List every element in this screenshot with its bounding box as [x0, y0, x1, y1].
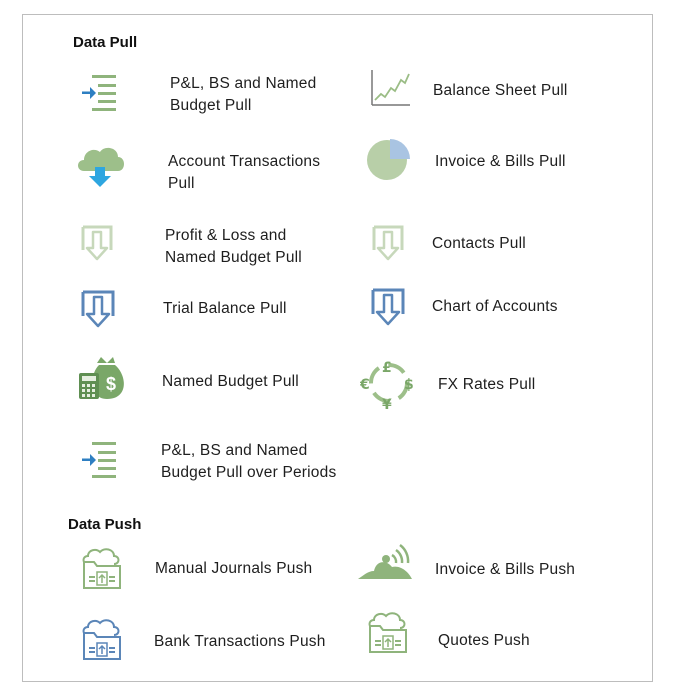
invoice-bills-pull-label: Invoice & Bills Pull: [435, 153, 566, 170]
cloud-upload-folder-icon: [80, 548, 132, 600]
svg-text:¥: ¥: [382, 397, 392, 411]
manual-journals-push-button[interactable]: [80, 548, 338, 594]
profit-loss-named-budget-pull-button[interactable]: [80, 224, 338, 276]
pl-bs-named-budget-pull-periods-button[interactable]: [78, 437, 358, 489]
balance-sheet-pull-label: Balance Sheet Pull: [433, 82, 568, 99]
cloud-download-icon: [74, 143, 126, 195]
cloud-upload-folder-icon: [80, 619, 132, 671]
fx-rates-pull-button[interactable]: [360, 355, 618, 411]
chart-of-accounts-button[interactable]: [370, 287, 618, 333]
account-transactions-pull-label: Account Transactions Pull: [168, 153, 321, 192]
indent-list-icon: [78, 70, 130, 122]
currency-exchange-icon: [360, 355, 414, 411]
svg-text:$: $: [404, 377, 414, 393]
pl-bs-named-budget-pull-periods-label: P&L, BS and Named Budget Pull over Periods: [161, 442, 337, 481]
download-arrow-icon: [80, 224, 132, 276]
money-bag-calculator-icon: [75, 355, 127, 407]
data-push-heading: Data Push: [68, 516, 142, 533]
download-arrow-icon: [370, 287, 422, 339]
account-transactions-pull-button[interactable]: [74, 143, 338, 199]
contacts-pull-label: Contacts Pull: [432, 235, 526, 252]
manual-journals-push-label: Manual Journals Push: [155, 560, 313, 577]
pl-bs-named-budget-pull-label: P&L, BS and Named Budget Pull: [170, 75, 317, 114]
data-pull-heading: Data Pull: [73, 34, 138, 51]
balance-sheet-pull-button[interactable]: [368, 68, 618, 120]
fx-rates-pull-label: FX Rates Pull: [438, 376, 536, 393]
named-budget-pull-button[interactable]: [75, 355, 338, 405]
download-arrow-icon: [80, 289, 132, 341]
invoice-bills-pull-button[interactable]: [364, 137, 618, 187]
svg-text:£: £: [382, 360, 392, 376]
invoice-bills-push-label: Invoice & Bills Push: [435, 561, 576, 578]
bank-transactions-push-button[interactable]: [80, 619, 338, 665]
line-chart-icon: [368, 68, 420, 120]
cloud-upload-folder-icon: [366, 612, 418, 664]
download-arrow-icon: [371, 224, 423, 276]
svg-text:$: $: [106, 374, 117, 394]
chart-of-accounts-label: Chart of Accounts: [432, 298, 558, 315]
pie-chart-icon: [364, 137, 416, 189]
profit-loss-named-budget-pull-label: Profit & Loss and Named Budget Pull: [165, 227, 302, 266]
invoice-bills-push-button[interactable]: [356, 541, 618, 589]
svg-text:€: €: [360, 377, 370, 393]
quotes-push-label: Quotes Push: [438, 632, 530, 649]
broadcast-cloud-icon: [356, 541, 408, 593]
contacts-pull-button[interactable]: [371, 224, 618, 276]
quotes-push-button[interactable]: [366, 612, 618, 658]
indent-list-icon: [78, 437, 130, 489]
pl-bs-named-budget-pull-button[interactable]: [78, 70, 338, 122]
bank-transactions-push-label: Bank Transactions Push: [154, 633, 326, 650]
trial-balance-pull-button[interactable]: [80, 289, 338, 335]
named-budget-pull-label: Named Budget Pull: [162, 373, 299, 390]
trial-balance-pull-label: Trial Balance Pull: [163, 300, 287, 317]
